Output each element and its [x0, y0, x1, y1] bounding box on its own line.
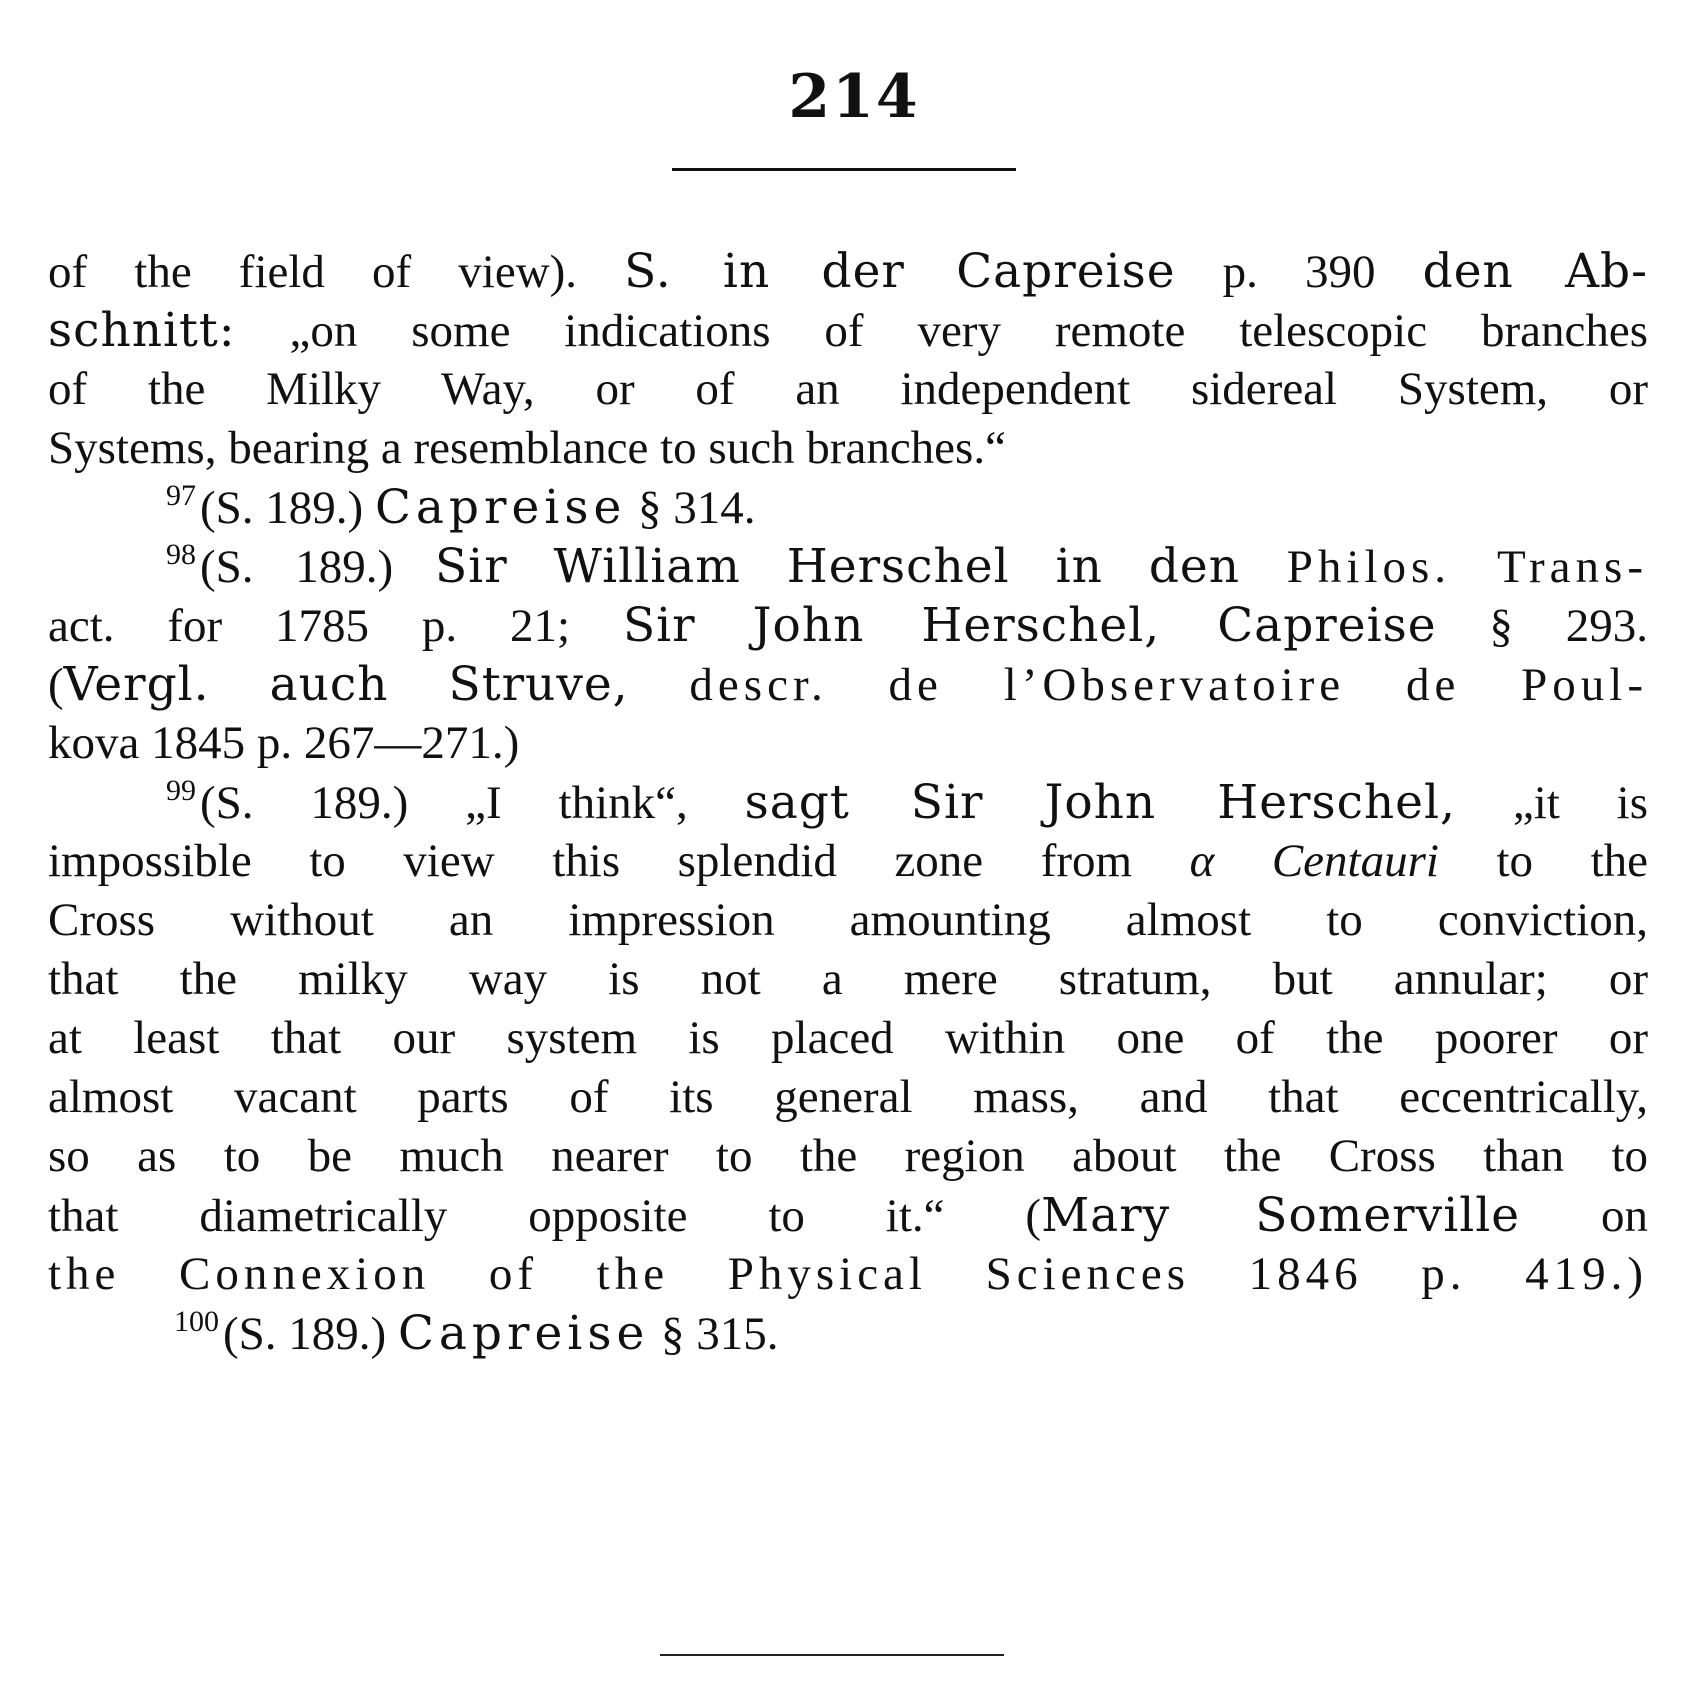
- footnote-number: 100: [174, 1305, 219, 1338]
- text-line: of the field of view). S. in der Capreise p. 390 den Ab-: [48, 244, 1648, 299]
- text-line: that diametrically opposite to it.“ (Mary Somerville on: [48, 1188, 1648, 1243]
- text-line: of the Milky Way, or of an independent sidereal System, or: [48, 363, 1648, 415]
- text-line: Cross without an impression amounting almost to conviction,: [48, 894, 1648, 946]
- text-line: that the milky way is not a mere stratum, but annular; or: [48, 953, 1648, 1005]
- footnote-number: 97: [166, 479, 196, 512]
- header-rule: [672, 168, 1016, 171]
- footnote-number: 98: [166, 538, 196, 571]
- footer-rule: [660, 1654, 1004, 1656]
- footnote-100: $^{100}$(S. 189.) Capreise § 315.: [174, 1305, 779, 1361]
- footnote-99: $^{99}$(S. 189.) „I think“, sagt Sir John Herschel, „it is: [166, 774, 1649, 830]
- text-line: impossible to view this splendid zone from α Centauri to the: [48, 835, 1648, 887]
- text-line: kova 1845 p. 267—271.): [48, 717, 520, 769]
- text-line: the Connexion of the Physical Sciences 1846 p. 419.): [48, 1248, 1648, 1300]
- footnote-number: 99: [166, 774, 196, 807]
- text-line: so as to be much nearer to the region about the Cross than to: [48, 1130, 1648, 1182]
- footnote-text-block: [48, 242, 1648, 1363]
- text-line: Systems, bearing a resemblance to such branches.“: [48, 422, 1006, 474]
- footnote-97: $^{97}$(S. 189.) Capreise § 314.: [166, 479, 756, 535]
- text-line: almost vacant parts of its general mass, and that eccentrically,: [48, 1071, 1648, 1123]
- text-line: at least that our system is placed within one of the poorer or: [48, 1012, 1648, 1064]
- text-line: (Vergl. auch Struve, descr. de l’Observatoire de Poul-: [48, 657, 1648, 712]
- text-line: schnitt: „on some indications of very remote telescopic branches: [48, 303, 1648, 358]
- page-number: 214: [788, 62, 920, 132]
- footnote-98: $^{98}$(S. 189.) Sir William Herschel in den Philos. Trans-: [166, 538, 1648, 594]
- text-line: act. for 1785 p. 21; Sir John Herschel, Capreise § 293.: [48, 598, 1649, 653]
